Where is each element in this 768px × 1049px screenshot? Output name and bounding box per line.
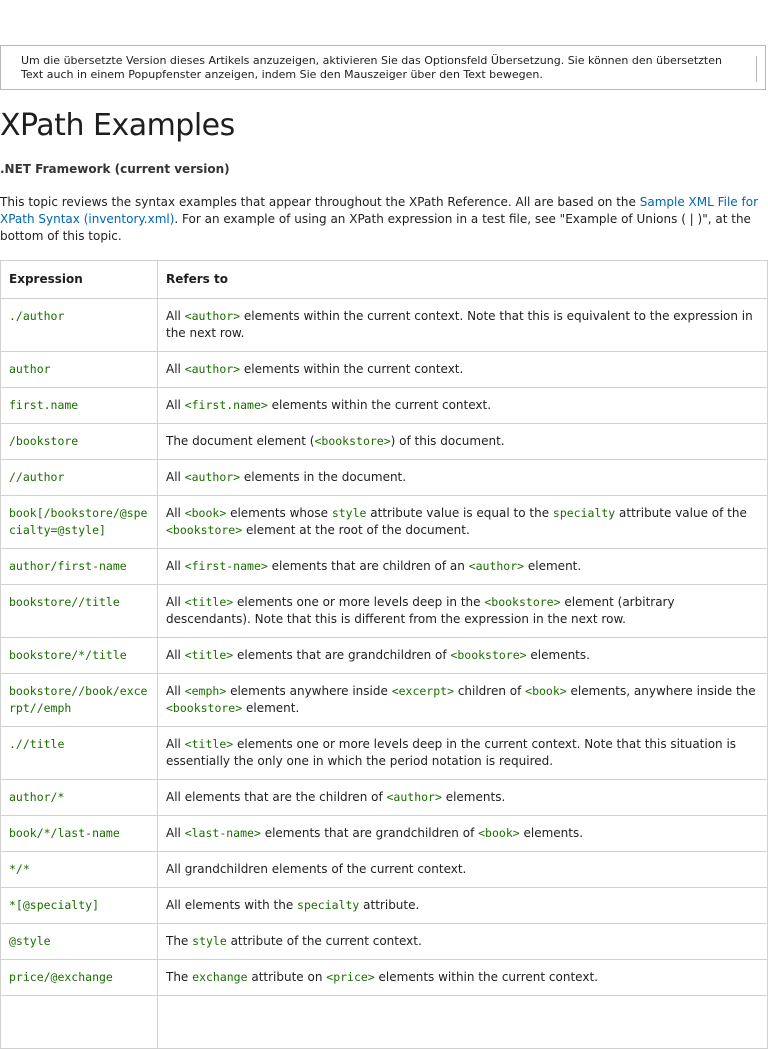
table-body [1,299,768,1049]
description-text: All [166,559,185,573]
expression-code: book[/bookstore/@specialty=@style] [9,506,148,537]
description-cell [158,460,768,496]
description-cell [158,816,768,852]
description-cell [158,299,768,352]
expression-cell [1,960,158,996]
description-cell [158,888,768,924]
expression-cell [1,388,158,424]
expression-cell [1,888,158,924]
description-text: elements that are children of an [267,559,469,573]
intro-text-before: This topic reviews the syntax examples that appear throughout the XPath Reference. All are based on the [0,195,640,209]
expression-cell [1,424,158,460]
description-text: All elements that are the children of [166,790,387,804]
description-cell [158,549,768,585]
description-text: elements one or more levels deep in the [233,595,485,609]
expression-cell [1,996,158,1049]
expression-code: price/@exchange [9,970,113,984]
description-cell [158,388,768,424]
header-refers-to: Refers to [158,261,768,299]
description-text: element. [524,559,582,573]
description-text: elements, anywhere inside the [566,684,756,698]
expression-code: .//title [9,737,65,751]
description-text: elements that are grandchildren of [233,648,451,662]
description-text: All [166,398,185,412]
sample-xml-link[interactable]: Sample XML File for XPath Syntax (inventory.xml) [0,195,758,226]
inline-code: <bookstore> [166,523,243,537]
description-cell [158,996,768,1049]
expression-cell [1,780,158,816]
notice-divider [756,56,757,82]
inline-code: <author> [184,470,241,484]
description-text: All elements with the [166,898,298,912]
description-cell [158,674,768,727]
translation-notice-text: Um die übersetzte Version dieses Artikels anzuzeigen, aktivieren Sie das Optionsfeld Übersetzung. Sie können den übersetzten Text auch in einem Popupfenster anzeigen, indem Sie den Mauszeiger über den Text bewegen. [21,54,722,81]
inline-code: <book> [525,684,567,698]
expression-cell [1,924,158,960]
table-row [1,888,768,924]
description-cell [158,852,768,888]
table-row [1,388,768,424]
expression-cell [1,852,158,888]
description-text: attribute on [247,970,327,984]
description-text: elements anywhere inside [226,684,392,698]
description-text: elements. [441,790,506,804]
inline-code: <bookstore> [166,701,243,715]
description-text: elements. [519,826,584,840]
inline-code: <author> [386,790,442,804]
inline-code: <last-name> [184,826,261,840]
inline-code: <title> [184,648,234,662]
expression-cell [1,816,158,852]
table-row [1,674,768,727]
description-text: element. [242,701,300,715]
table-row [1,780,768,816]
expression-code: //author [9,470,65,484]
inline-code: style [331,506,367,520]
description-text: All grandchildren elements of the current context. [166,862,467,876]
description-cell [158,924,768,960]
inline-code: <bookstore> [450,648,527,662]
expression-cell [1,460,158,496]
description-text: elements one or more levels deep in the current context. Note that this situation is essentially the only one in which the period notation is required. [166,737,737,768]
framework-version: .NET Framework (current version) [0,162,230,176]
expression-code: author/first-name [9,559,127,573]
description-cell [158,585,768,638]
description-text: elements within the current context. [240,362,464,376]
description-cell [158,960,768,996]
description-text: elements within the current context. [267,398,492,412]
inline-code: <title> [184,737,234,751]
table-row [1,960,768,996]
description-text: All [166,506,185,520]
inline-code: <emph> [184,684,227,698]
table-row [1,816,768,852]
description-text: All [166,470,185,484]
description-text: ) of this document. [390,434,505,448]
description-text: attribute value of the [615,506,747,520]
description-text: elements that are grandchildren of [260,826,479,840]
description-text: The [166,934,193,948]
description-text: attribute. [359,898,420,912]
inline-code: exchange [192,970,248,984]
inline-code: <author> [468,559,525,573]
description-text: elements within the current context. [374,970,598,984]
description-cell [158,424,768,460]
expression-code: *[@specialty] [9,898,100,912]
table-row [1,638,768,674]
expression-code: bookstore/*/title [9,648,127,662]
description-text: elements within the current context. Note that this is equivalent to the expression in the next row. [166,309,753,340]
description-text: All [166,826,185,840]
table-row [1,727,768,780]
description-text: All [166,684,185,698]
expression-code: bookstore//title [9,595,120,609]
description-text: elements. [526,648,590,662]
page-title: XPath Examples [0,108,235,143]
translation-notice [0,45,766,90]
description-text: element at the root of the document. [242,523,470,537]
table-row [1,549,768,585]
description-text: children of [454,684,526,698]
table-row [1,424,768,460]
description-text: attribute value is equal to the [366,506,553,520]
inline-code: <bookstore> [314,434,391,448]
description-cell [158,727,768,780]
description-text: All [166,309,185,323]
expression-code: author/* [9,790,65,804]
description-text: All [166,595,185,609]
expression-cell [1,299,158,352]
intro-text-after: . For an example of using an XPath expression in a test file, see "Example of Unions ( | )", at the bottom of this topic. [0,212,751,243]
description-cell [158,352,768,388]
expression-cell [1,352,158,388]
expression-cell [1,674,158,727]
inline-code: <author> [184,309,241,323]
description-cell [158,780,768,816]
table-row [1,585,768,638]
expression-cell [1,496,158,549]
table-header-row [1,261,768,299]
description-cell [158,496,768,549]
description-text: elements whose [226,506,332,520]
expression-cell [1,585,158,638]
description-text: All [166,362,185,376]
description-text: The [166,970,193,984]
inline-code: <first.name> [184,398,268,412]
header-expression: Expression [1,261,158,299]
table-row [1,299,768,352]
intro-paragraph [0,194,766,245]
description-cell [158,638,768,674]
inline-code: <title> [184,595,234,609]
expression-code: ./author [9,309,65,323]
expression-cell [1,727,158,780]
table-row [1,496,768,549]
expression-code: first.name [9,398,79,412]
table-row [1,996,768,1049]
inline-code: <author> [184,362,241,376]
expression-code: author [9,362,51,376]
inline-code: specialty [552,506,616,520]
table-row [1,460,768,496]
description-text: attribute of the current context. [226,934,422,948]
description-text: All [166,737,185,751]
expression-code: book/*/last-name [9,826,120,840]
expression-code: */* [9,862,30,876]
table-row [1,852,768,888]
table-row [1,352,768,388]
inline-code: <bookstore> [484,595,561,609]
inline-code: <excerpt> [391,684,454,698]
inline-code: <price> [326,970,375,984]
expression-code: /bookstore [9,434,79,448]
inline-code: <first-name> [184,559,268,573]
inline-code: specialty [297,898,360,912]
table-row [1,924,768,960]
expression-cell [1,549,158,585]
expression-cell [1,638,158,674]
description-text: All [166,648,185,662]
inline-code: <book> [184,506,227,520]
xpath-examples-table [0,260,768,1049]
inline-code: <book> [478,826,520,840]
inline-code: style [192,934,227,948]
description-text: element (arbitrary descendants). Note that this is different from the expression in the next row. [166,595,675,626]
expression-code: @style [9,934,51,948]
description-text: The document element ( [166,434,315,448]
expression-code: bookstore//book/excerpt//emph [9,684,148,715]
description-text: elements in the document. [240,470,407,484]
